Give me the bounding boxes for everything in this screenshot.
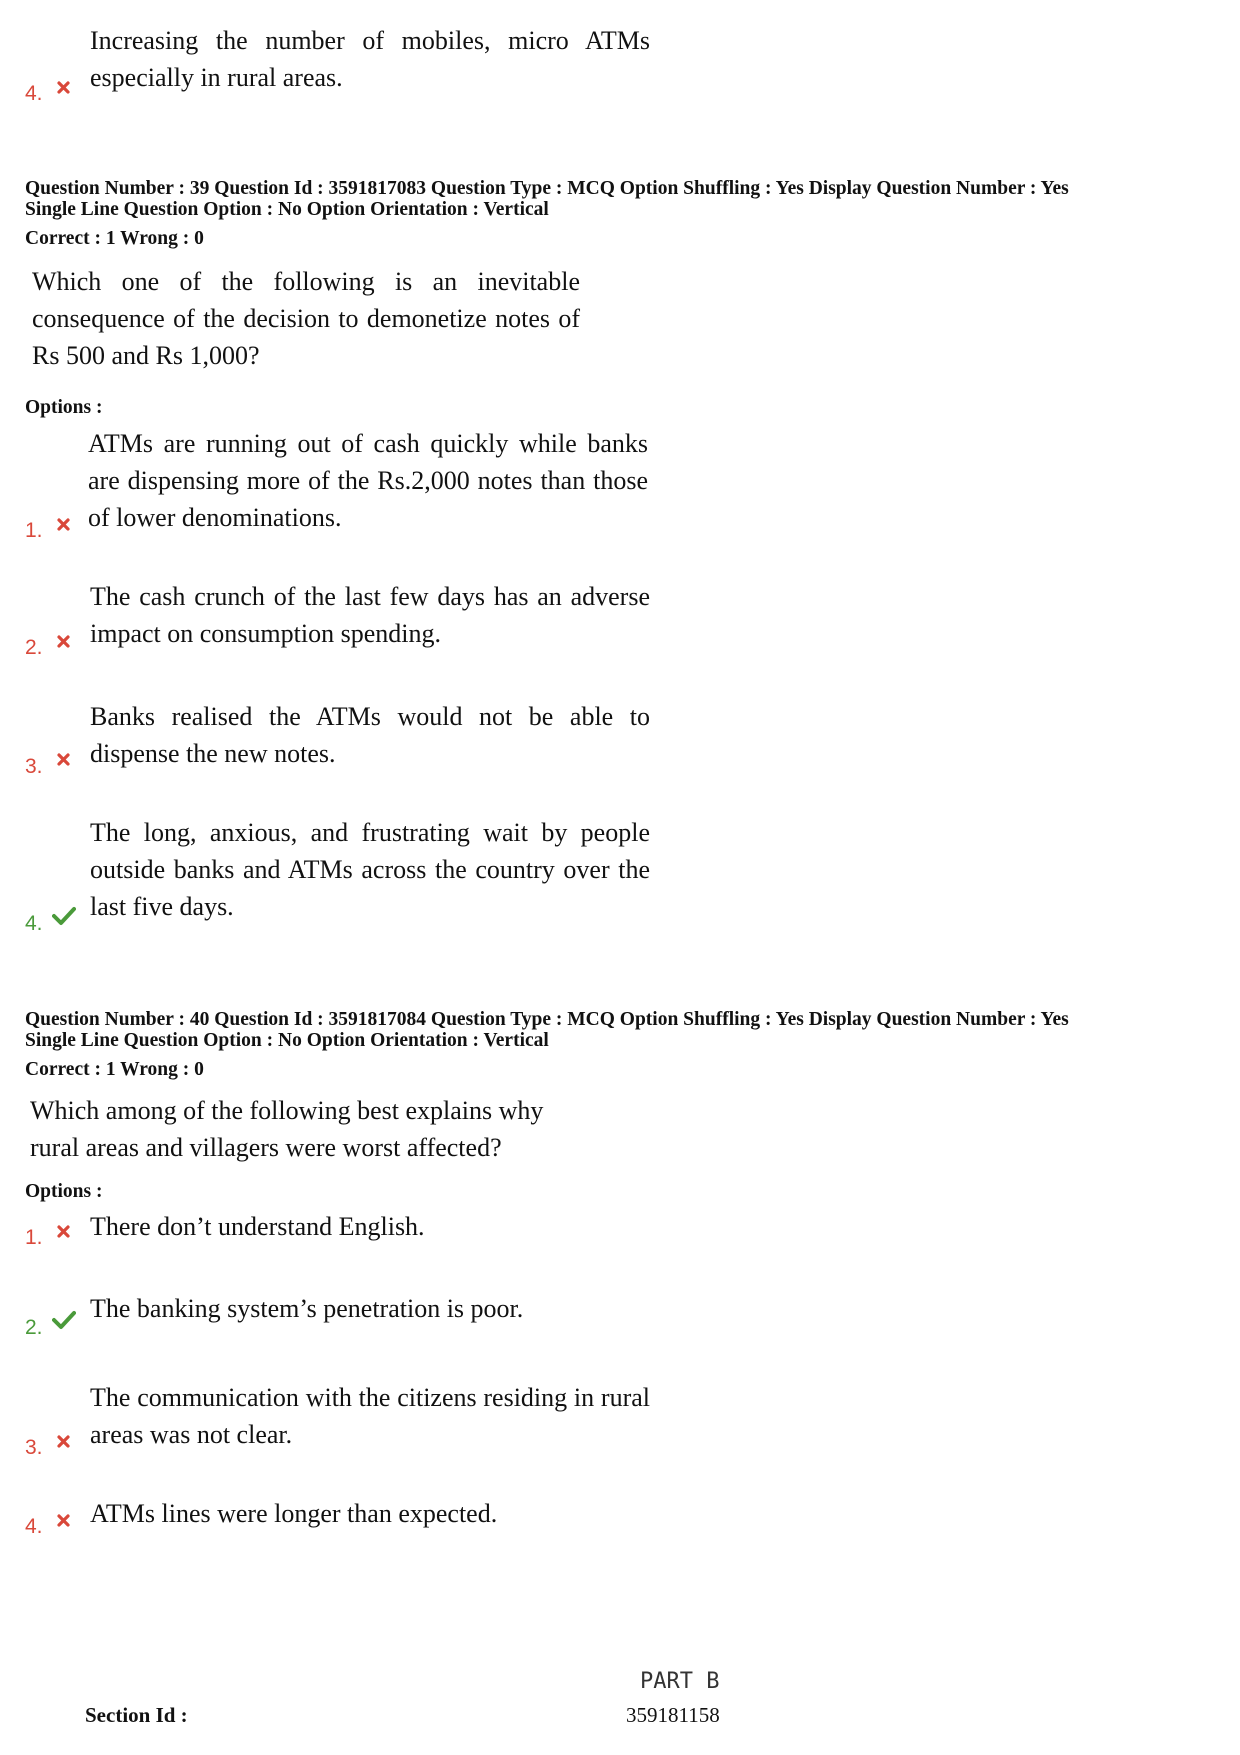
question-39-meta-line1: Question Number : 39 Question Id : 3591817083 Question Type : MCQ Option Shuffling : Yes Display Question Number : Yes (25, 178, 1069, 199)
check-icon (52, 1310, 76, 1330)
question-39-option-2-text: The cash crunch of the last few days has an adverse impact on consumption spending. (90, 582, 650, 648)
question-40-option-1-text: There don’t understand English. (90, 1212, 425, 1241)
question-40-option-1-number: 1. (25, 1226, 43, 1249)
question-40-option-4-number: 4. (25, 1515, 43, 1538)
question-39-option-3-text: Banks realised the ATMs would not be able to dispense the new notes. (90, 702, 650, 768)
question-39-meta-line2: Single Line Question Option : No Option Orientation : Vertical (25, 199, 549, 220)
question-40-options-label: Options : (25, 1181, 103, 1202)
question-39-marks: Correct : 1 Wrong : 0 (25, 228, 204, 249)
question-39-options-label: Options : (25, 397, 103, 418)
question-39-option-3-number: 3. (25, 755, 43, 778)
cross-icon (57, 81, 70, 94)
prev-option-4-number: 4. (25, 82, 43, 105)
cross-icon (57, 518, 70, 531)
cross-icon (57, 1514, 70, 1527)
question-40-text: Which among of the following best explains why rural areas and villagers were worst affected? (30, 1096, 544, 1162)
cross-icon (57, 635, 70, 648)
section-id-label: Section Id : (85, 1703, 188, 1727)
part-heading: PART B (640, 1669, 720, 1694)
cross-icon (57, 1225, 70, 1238)
question-40-meta-line1: Question Number : 40 Question Id : 3591817084 Question Type : MCQ Option Shuffling : Yes Display Question Number : Yes (25, 1009, 1069, 1030)
check-icon (52, 906, 76, 926)
question-40-meta-line2: Single Line Question Option : No Option Orientation : Vertical (25, 1030, 549, 1051)
question-39-option-4-number: 4. (25, 912, 43, 935)
question-40-option-3-number: 3. (25, 1436, 43, 1459)
question-40-option-4-text: ATMs lines were longer than expected. (90, 1499, 498, 1528)
prev-option-4-text: Increasing the number of mobiles, micro ATMs especially in rural areas. (90, 26, 650, 92)
question-39-option-1-number: 1. (25, 519, 43, 542)
cross-icon (57, 1435, 70, 1448)
cross-icon (57, 753, 70, 766)
question-40-option-2-text: The banking system’s penetration is poor. (90, 1294, 524, 1323)
question-40-option-2-number: 2. (25, 1316, 43, 1339)
section-id-value: 359181158 (626, 1703, 720, 1727)
question-40-option-3-text: The communication with the citizens residing in rural areas was not clear. (90, 1383, 650, 1449)
question-39-option-2-number: 2. (25, 636, 43, 659)
question-40-marks: Correct : 1 Wrong : 0 (25, 1059, 204, 1080)
question-39-text: Which one of the following is an inevitable consequence of the decision to demonetize notes of Rs 500 and Rs 1,000? (32, 267, 580, 370)
question-39-option-1-text: ATMs are running out of cash quickly while banks are dispensing more of the Rs.2,000 notes than those of lower denominations. (88, 429, 648, 532)
question-39-option-4-text: The long, anxious, and frustrating wait by people outside banks and ATMs across the country over the last five days. (90, 818, 650, 921)
